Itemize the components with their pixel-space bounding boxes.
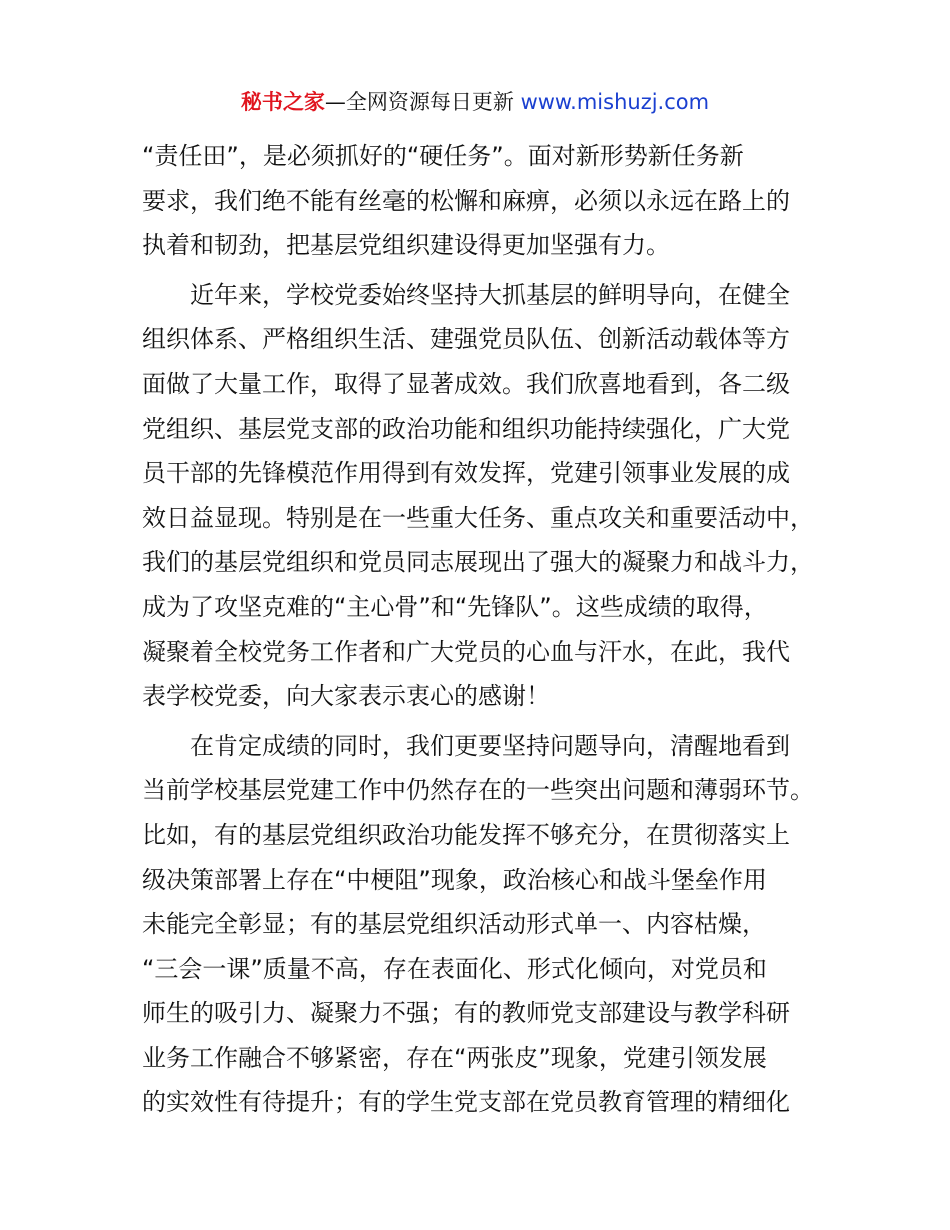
header-url-link[interactable]: www.mishuzj.com (520, 90, 710, 114)
document-body (142, 134, 842, 1125)
paragraph-3 (142, 724, 842, 1125)
text-line: 成为了攻坚克难的“主心骨”和“先锋队”。这些成绩的取得， (142, 592, 768, 621)
page-header (0, 88, 950, 116)
text-line: 业务工作融合不够紧密，存在“两张皮”现象，党建引领发展 (142, 1043, 767, 1072)
text-line: 表学校党委，向大家表示衷心的感谢！ (142, 682, 550, 711)
text-line: 要求，我们绝不能有丝毫的松懈和麻痹，必须以永远在路上的 (142, 186, 790, 215)
text-line: 我们的基层党组织和党员同志展现出了强大的凝聚力和战斗力， (142, 548, 814, 577)
text-line: 近年来，学校党委始终坚持大抓基层的鲜明导向，在健全 (142, 280, 790, 309)
header-brand: 秘书之家 (240, 90, 325, 114)
text-line: 党组织、基层党支部的政治功能和组织功能持续强化，广大党 (142, 414, 790, 443)
paragraph-1 (142, 134, 842, 268)
text-line: 在肯定成绩的同时，我们更要坚持问题导向，清醒地看到 (142, 731, 790, 760)
text-line: 师生的吸引力、凝聚力不强；有的教师党支部建设与教学科研 (142, 999, 790, 1028)
text-line: “三会一课”质量不高，存在表面化、形式化倾向，对党员和 (142, 954, 767, 983)
header-tagline: —全网资源每日更新 (324, 90, 521, 114)
text-line: 未能完全彰显；有的基层党组织活动形式单一、内容枯燥， (142, 910, 766, 939)
text-line: “责任田”，是必须抓好的“硬任务”。面对新形势新任务新 (142, 142, 744, 170)
text-line: 执着和韧劲，把基层党组织建设得更加坚强有力。 (142, 231, 670, 260)
text-line: 的实效性有待提升；有的学生党支部在党员教育管理的精细化 (142, 1088, 790, 1117)
text-line: 面做了大量工作，取得了显著成效。我们欣喜地看到，各二级 (142, 369, 790, 398)
text-line: 当前学校基层党建工作中仍然存在的一些突出问题和薄弱环节。 (142, 776, 814, 805)
text-line: 组织体系、严格组织生活、建强党员队伍、创新活动载体等方 (142, 325, 790, 354)
text-line: 级决策部署上存在“中梗阻”现象，政治核心和战斗堡垒作用 (142, 865, 767, 894)
text-line: 效日益显现。特别是在一些重大任务、重点攻关和重要活动中， (142, 503, 814, 532)
text-line: 比如，有的基层党组织政治功能发挥不够充分，在贯彻落实上 (142, 820, 790, 849)
paragraph-2 (142, 273, 842, 719)
text-line: 凝聚着全校党务工作者和广大党员的心血与汗水，在此，我代 (142, 637, 790, 666)
text-line: 员干部的先锋模范作用得到有效发挥，党建引领事业发展的成 (142, 459, 790, 488)
